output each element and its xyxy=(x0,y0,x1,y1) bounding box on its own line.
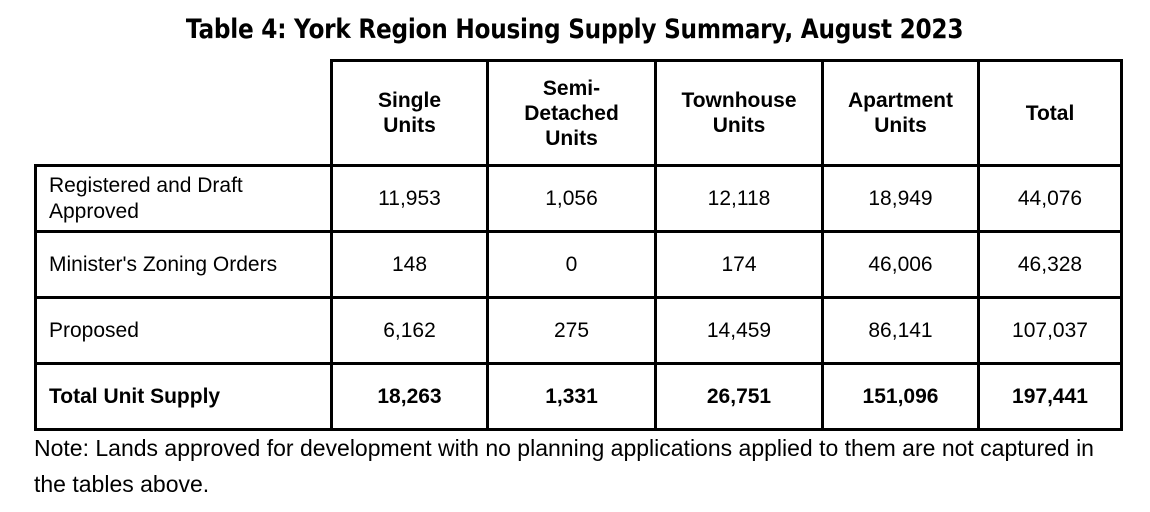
cell: 1,056 xyxy=(488,166,656,232)
cell: 46,328 xyxy=(979,232,1122,298)
cell: 14,459 xyxy=(656,298,823,364)
cell: 44,076 xyxy=(979,166,1122,232)
row-label: Registered and Draft Approved xyxy=(36,166,332,232)
header-row xyxy=(36,61,1122,166)
cell: 197,441 xyxy=(979,364,1122,430)
table-row xyxy=(36,166,1122,232)
total-row xyxy=(36,364,1122,430)
cell: 86,141 xyxy=(823,298,979,364)
cell: 151,096 xyxy=(823,364,979,430)
cell: 1,331 xyxy=(488,364,656,430)
column-header-total: Total xyxy=(979,61,1122,166)
cell: 148 xyxy=(332,232,488,298)
cell: 12,118 xyxy=(656,166,823,232)
header-corner xyxy=(36,61,332,166)
column-header-townhouse: Townhouse Units xyxy=(656,61,823,166)
cell: 18,949 xyxy=(823,166,979,232)
cell: 107,037 xyxy=(979,298,1122,364)
housing-supply-table xyxy=(34,59,1123,431)
cell: 275 xyxy=(488,298,656,364)
cell: 11,953 xyxy=(332,166,488,232)
row-label: Total Unit Supply xyxy=(36,364,332,430)
cell: 46,006 xyxy=(823,232,979,298)
row-label: Minister's Zoning Orders xyxy=(36,232,332,298)
column-header-single: Single Units xyxy=(332,61,488,166)
cell: 18,263 xyxy=(332,364,488,430)
table-note: Note: Lands approved for development with no planning applications applied to them are not captured in the tables above. xyxy=(34,435,1094,497)
cell: 26,751 xyxy=(656,364,823,430)
column-header-apartment: Apartment Units xyxy=(823,61,979,166)
cell: 0 xyxy=(488,232,656,298)
cell: 6,162 xyxy=(332,298,488,364)
table-row xyxy=(36,298,1122,364)
cell: 174 xyxy=(656,232,823,298)
row-label: Proposed xyxy=(36,298,332,364)
table-row xyxy=(36,232,1122,298)
column-header-semi-detached: Semi- Detached Units xyxy=(488,61,656,166)
table-title: Table 4: York Region Housing Supply Summary, August 2023 xyxy=(185,14,964,45)
